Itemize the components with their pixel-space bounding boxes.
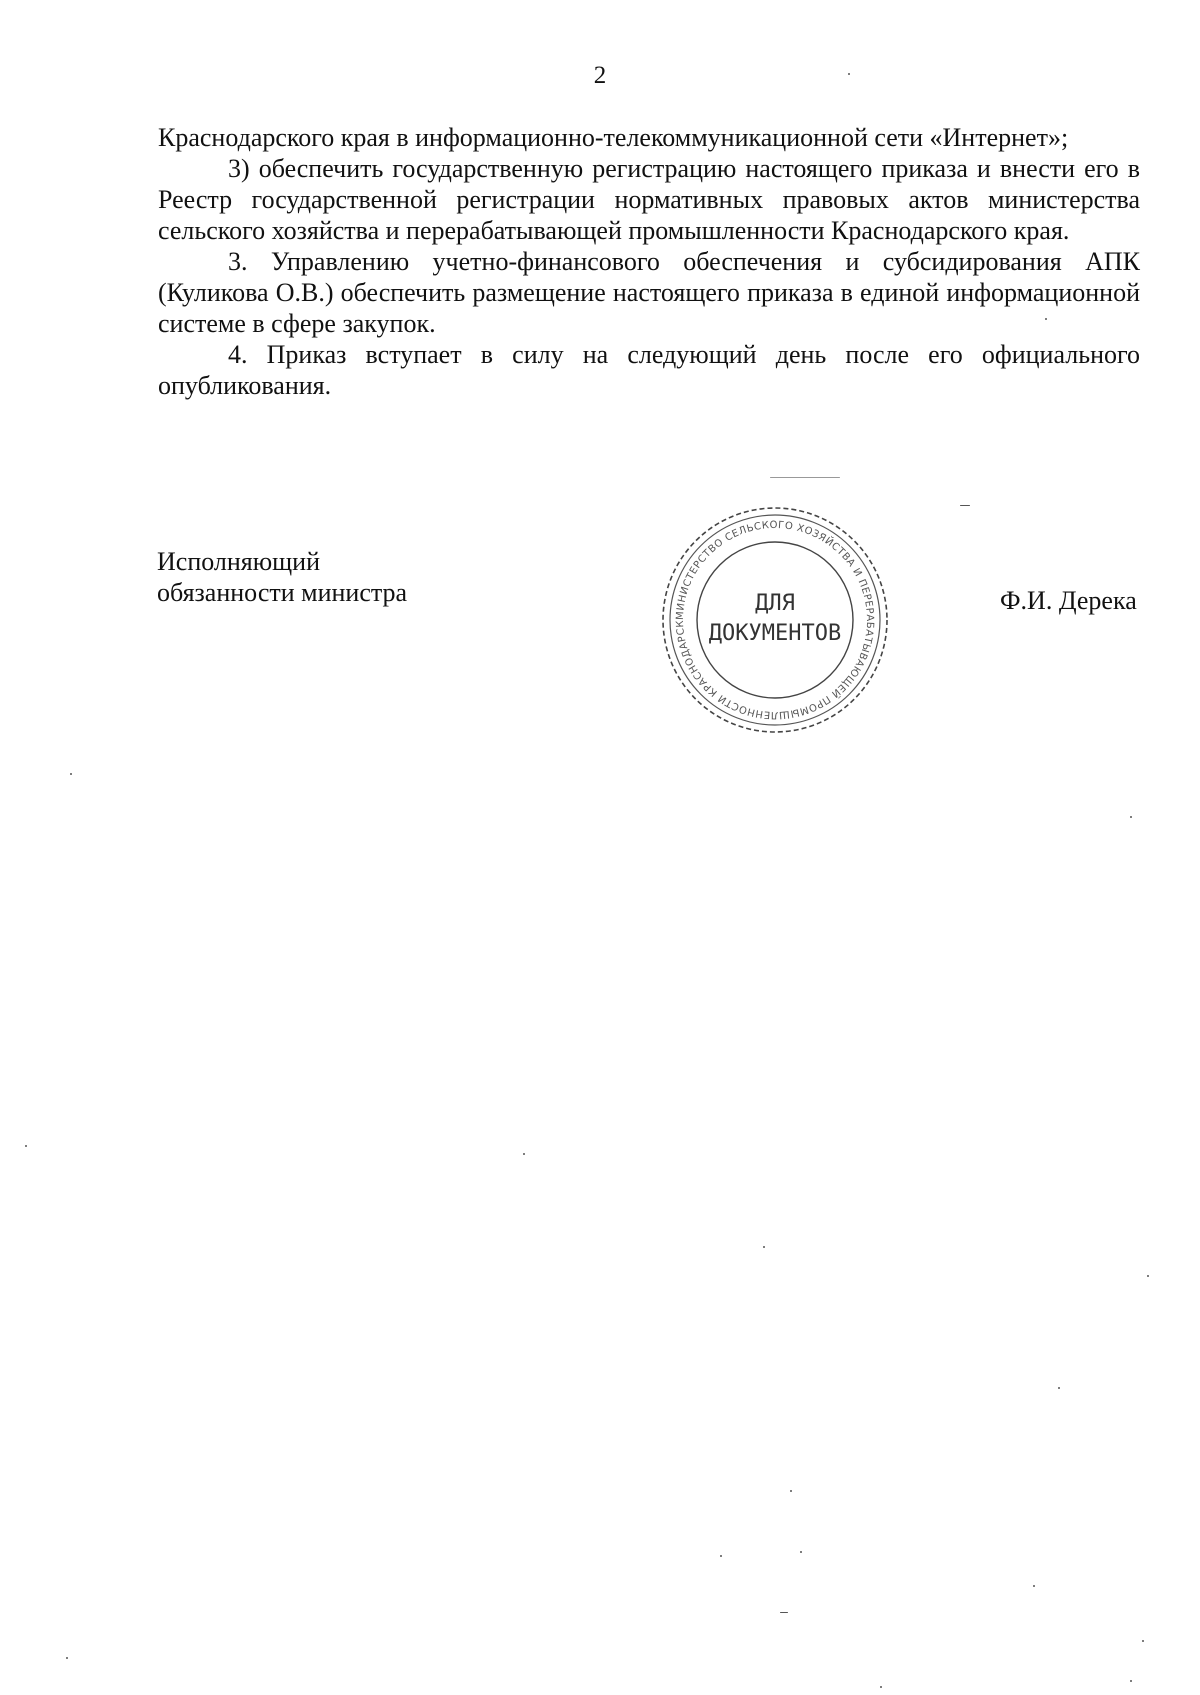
scan-speck bbox=[523, 1153, 525, 1155]
official-seal-stamp bbox=[655, 500, 895, 740]
page-number: 2 bbox=[593, 62, 607, 89]
scan-speck bbox=[1058, 1387, 1060, 1389]
scan-speck bbox=[790, 1490, 792, 1492]
seal-icon bbox=[655, 500, 895, 740]
scan-speck bbox=[1130, 1680, 1132, 1682]
signatory-position-line1: Исполняющий bbox=[157, 547, 321, 576]
signatory-name: Ф.И. Дерека bbox=[1000, 586, 1137, 615]
seal-center-line1: ДЛЯ bbox=[755, 591, 795, 616]
scan-speck bbox=[25, 1145, 27, 1147]
scan-speck bbox=[960, 505, 970, 506]
scan-speck bbox=[800, 1551, 802, 1553]
scan-speck bbox=[880, 1686, 882, 1688]
seal-center-line2: ДОКУМЕНТОВ bbox=[708, 621, 842, 646]
scan-speck bbox=[848, 73, 850, 75]
paragraph-item-4-effective-date: 4. Приказ вступает в силу на следующий день после его официального опубликования. bbox=[158, 340, 1140, 400]
scan-speck bbox=[763, 1246, 765, 1248]
scan-speck bbox=[70, 773, 72, 775]
document-body bbox=[158, 122, 1140, 401]
scan-speck bbox=[720, 1555, 722, 1557]
scan-speck bbox=[1033, 1585, 1035, 1587]
scan-speck bbox=[1147, 1275, 1149, 1277]
scan-speck bbox=[770, 477, 840, 478]
signatory-position bbox=[157, 546, 407, 608]
scan-speck bbox=[1045, 318, 1047, 320]
scan-speck bbox=[1130, 816, 1132, 818]
seal-ring-text: МИНИСТЕРСТВО СЕЛЬСКОГО ХОЗЯЙСТВА И ПЕРЕРАБАТЫВАЮЩЕЙ ПРОМЫШЛЕННОСТИ КРАСНОДАРСК bbox=[674, 519, 876, 721]
paragraph-item-3-finance-department: 3. Управлению учетно-финансового обеспечения и субсидирования АПК (Куликова О.В.) обеспечить размещение настоящего приказа в единой информационной системе в сфере закупок. bbox=[158, 247, 1140, 338]
scan-speck bbox=[780, 1612, 788, 1613]
paragraph-continuation: Краснодарского края в информационно-телекоммуникационной сети «Интернет»; bbox=[158, 123, 1069, 152]
signatory-position-line2: обязанности министра bbox=[157, 578, 408, 607]
scan-speck bbox=[66, 1657, 68, 1659]
scan-speck bbox=[1142, 1640, 1144, 1642]
paragraph-item-3-registration: 3) обеспечить государственную регистрацию настоящего приказа и внести его в Реестр государственной регистрации нормативных правовых актов министерства сельского хозяйства и перерабатывающей промышленности Краснодарского края. bbox=[158, 154, 1140, 245]
